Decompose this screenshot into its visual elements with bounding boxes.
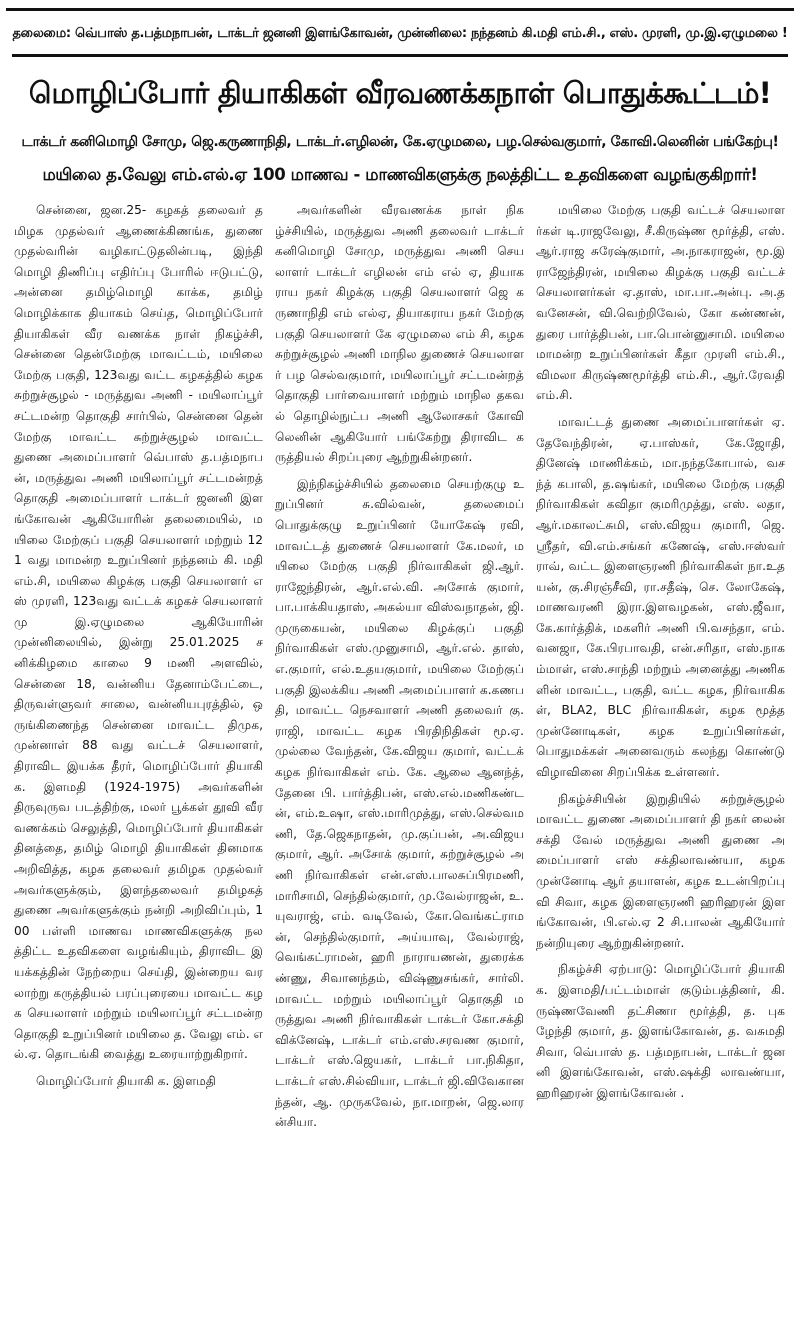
subheadline-participants: டாக்டர் கனிமொழி சோமு, ஜெ.கருணாநிதி, டாக்டர்.எழிலன், கே.ஏழுமலை, பழ.செல்வகுமார், கோவி.லெனின் பங்கேற்பு! — [21, 134, 779, 150]
body-paragraph: அவர்களின் வீரவணக்க நாள் நிகழ்ச்சியில், மருத்துவ அணி தலைவர் டாக்டர் கனிமொழி சோமு, மருத்துவ அணி செயலாளர் டாக்டர் எழிலன் எம் எல் ஏ, தியாகராய நகர் கிழக்கு பகுதி செயலாளர் ஜெ கருணாநிதி எம் எல்ஏ, தியாகராய நகர் மேற்கு பகுதி செயலாளர் கே ஏழுமலை எம் சி, கழக சுற்றுச்சூழல் அணி மாநில துணைச் செயலாளர் பழ செல்வகுமார், மயிலாப்பூர் சட்டமன்றத் தொகுதி பார்வையாளர் மற்றும் மாநில தகவல் தொழில்நுட்ப அணி ஆலோசகர் கோவி லெனின் ஆகியோர் பங்கேற்று திராவிட கருத்தியல் சிறப்புரை ஆற்றுகின்றனர். — [275, 203, 524, 465]
body-paragraph: இந்நிகழ்ச்சியில் தலைமை செயற்குழு உறுப்பினர் சு.வில்வன், தலைமைப் பொதுக்குழு உறுப்பினர் யோகேஷ் ரவி, மாவட்டத் துணைச் செயலாளர் கே.மலர், மயிலை மேற்கு பகுதி நிர்வாகிகள் ஜி.ஆர்.ராஜேந்திரன், ஆர்.எல்.வி. அசோக் குமார், பா.பாக்கியதாஸ், அகல்யா விஸ்வநாதன், ஜி.முருகையன், மயிலை கிழக்குப் பகுதி நிர்வாகிகள் எஸ்.முனுசாமி, ஆர்.எல். தாஸ், எ.குமார், எல்.உதயகுமார், மயிலை மேற்குப் பகுதி இலக்கிய அணி அமைப்பாளர் க.கணபதி, மாவட்ட நெசவாளர் அணி தலைவர் கு.ராஜி, மாவட்ட கழக பிரதிநிதிகள் மூ.ஏ.முல்லை வேந்தன், கே.விஜய குமார், வட்டக் கழக நிர்வாகிகள் எம். கே. ஆலை ஆனந்த், தேனை பி. பார்த்திபன், எஸ்.எல்.மணிகண்டன், எம்.உஷா, எஸ்.மாரிமுத்து, எஸ்.செல்வமணி, தே.ஜெகநாதன், மு.குப்பன், அ.விஜயகுமார், ஆர். அசோக் குமார், சுற்றுச்சூழல் அணி நிர்வாகிகள் என்.எஸ்.பாலசுப்பிரமணி, மாரிசாமி, செந்தில்குமார், மு.வேல்ராஜன், உ.யுவராஜ், எம். வடிவேல், கோ.வெங்கட்ராமன், செந்தில்குமார், அய்யாவு, வேல்ராஜ், வெங்கட்ராமன், ஹரி நாராயணன், துரைக்கண்ணு, சிவானந்தம், விஷ்ணுசங்கர், சார்லி. மாவட்ட மற்றும் மயிலாப்பூர் தொகுதி மருத்துவ அணி நிர்வாகிகள் டாக்டர் கோ.சக்தி விக்னேஷ், டாக்டர் எம்.எஸ்.சரவண குமார், டாக்டர் எஸ்.ஜெயகர், டாக்டர் பா.நிகிதா, டாக்டர் எஸ்.சில்வியா, டாக்டர் ஜி.விவேகானந்தன், ஆ. முருகவேல், நா.மாறன், ஜெ.லாரன்சியா. — [275, 476, 524, 1130]
headline: மொழிப்போர் தியாகிகள் வீரவணக்கநாள் பொதுக்கூட்டம்! — [28, 76, 772, 110]
body-paragraph: நிகழ்ச்சியின் இறுதியில் சுற்றுச்சூழல் மாவட்ட துணை அமைப்பாளர் தி நகர் லைன் சக்தி வேல் மருத்துவ அணி துணை அமைப்பாளர் எஸ் சக்திலாவண்யா, கழக முன்னோடி ஆர் தயாளன், கழக உடன்பிறப்பு வி சிவா, கழக இளைஞரணி ஹரிஹரன் இளங்கோவன், பி.எல்.ஏ 2 சி.பாலன் ஆகியோர் நன்றியுரை ஆற்றுகின்றனர். — [536, 791, 785, 950]
body-paragraph: மயிலை மேற்கு பகுதி வட்டச் செயலாளர்கள் டி.ராஜவேலு, சீ.கிருஷ்ண மூர்த்தி, எஸ்.ஆர்.ராஜ சுரேஷ்குமார், அ.நாகராஜன், மூ.இராஜேந்திரன், மயிலை கிழக்கு பகுதி வட்டச் செயலாளர்கள் ஏ.தாஸ், மா.பா.அன்பு. அ.தவனேசன், வி.வெற்றிவேல், கோ கண்ணன், துரை பார்த்திபன், பா.பொன்னுசாமி. மயிலை மாமன்ற உறுப்பினர்கள் கீதா முரளி எம்.சி., விமலா கிருஷ்ணமூர்த்தி எம்.சி., ஆர்.ரேவதி எம்.சி. — [536, 203, 785, 403]
body-paragraph: நிகழ்ச்சி ஏற்பாடு: மொழிப்போர் தியாகி க. இளமதி/பட்டம்மாள் குடும்பத்தினர், கி.ருஷ்ணவேணி தட்சிணா மூர்த்தி, த. புகழேந்தி குமார், த. இளங்கோவன், த. வசுமதி சிவா, வெ்பாஸ் த. பத்மநாபன், டாக்டர் ஜனனி இளங்கோவன், எஸ்.ஷக்தி லாவண்யா, ஹரிஹரன் இளங்கோவன் . — [536, 962, 785, 1100]
article-body — [14, 200, 786, 1338]
byline: தலைமை: வெ்பாஸ் த.பத்மநாபன், டாக்டர் ஜனனி இளங்கோவன், முன்னிலை: நந்தனம் கி.மதி எம்.சி., எஸ். முரளி, மு.இ.ஏழுமலை ! — [12, 14, 788, 57]
body-paragraph: மாவட்டத் துணை அமைப்பாளர்கள் ஏ.தேவேந்திரன், ஏ.பாஸ்கர், கே.ஜோதி, தினேஷ் மாணிக்கம், மா.நந்தகோபால், வசந்த் கபாலி, த.ஷங்கர், மயிலை மேற்கு பகுதி நிர்வாகிகள் கவிதா குமரிமுத்து, எஸ். லதா, ஆர்.மகாலட்சுமி, எஸ்.விஜய குமாரி, ஜெ.ஸ்ரீதர், வி.எம்.சங்கர் கணேஷ், எஸ்.ஈஸ்வர் ராவ், வட்ட இளைஞரணி நிர்வாகிகள் நா.உதயன், கு.சிரஞ்சீவி, ரா.சதீஷ், செ. லோகேஷ், மாணவரணி இரா.இளவழகன், எஸ்.ஜீவா, கே.கார்த்திக், மகளிர் அணி பி.வசந்தா, எம். வனஜா, கே.பிரபாவதி, என்.சரிதா, எஸ்.நாகம்மாள், எஸ்.சாந்தி மற்றும் அனைத்து அணிகளின் மாவட்ட, பகுதி, வட்ட கழக, நிர்வாகிகள், BLA2, BLC நிர்வாகிகள், கழக மூத்த முன்னோடிகள், கழக உறுப்பினர்கள், பொதுமக்கள் அனைவரும் கலந்து கொண்டு விழாவினை சிறப்பிக்க உள்ளனர். — [536, 414, 785, 780]
article-column-1 — [14, 200, 263, 1338]
subheadline-welfare: மயிலை த.வேலு எம்.எல்.ஏ 100 மாணவ - மாணவிகளுக்கு நலத்திட்ட உதவிகளை வழங்குகிறார்! — [42, 165, 758, 184]
body-paragraph: மொழிப்போர் தியாகி க. இளமதி — [36, 1073, 216, 1088]
article-column-3 — [536, 200, 785, 1338]
article-column-2 — [275, 200, 524, 1338]
body-paragraph: சென்னை, ஜன.25- கழகத் தலைவர் தமிழக முதல்வர் ஆணைக்கிணங்க, துணை முதல்வரின் வழிகாட்டுதலின்படி, இந்தி மொழி திணிப்பு எதிர்ப்பு போரில் ஈடுபட்டு, அன்னை தமிழ்மொழி காக்க, தமிழ் மொழிக்காக தியாகம் செய்த, மொழிப்போர் தியாகிகள் வீர வணக்க நாள் நிகழ்ச்சி, சென்னை தென்மேற்கு மாவட்டம், மயிலை மேற்கு பகுதி, 123வது வட்ட கழகத்தில் கழக சுற்றுச்சூழல் - மருத்துவ அணி - மயிலாப்பூர் சட்டமன்ற தொகுதி சார்பில், சென்னை தென் மேற்கு மாவட்ட சுற்றுச்சூழல் மாவட்ட துணை அமைப்பாளர் வெ்பாஸ் த.பத்மநாபன், மருத்துவ அணி மயிலாப்பூர் சட்டமன்றத் தொகுதி அமைப்பாளர் டாக்டர் ஜனனி இளங்கோவன் ஆகியோரின் தலைமையில், மயிலை மேற்குப் பகுதி செயலாளர் மற்றும் 121 வது மாமன்ற உறுப்பினர் நந்தனம் கி. மதி எம்.சி, மயிலை கிழக்கு பகுதி செயலாளர் எஸ் முரளி, 123வது வட்டக் கழகச் செயலாளர் மு இ.ஏழுமலை ஆகியோரின் முன்னிலையில், இன்று 25.01.2025 சனிக்கிழமை காலை 9 மணி அளவில், சென்னை 18, வன்னிய தேனாம்பேட்டை, திருவள்ளுவர் சாலை, வன்னியபுரத்தில், ஒருங்கிணைந்த சென்னை மாவட்ட திமுக, முன்னாள் 88 வது வட்டச் செயலாளர், திராவிட இயக்க தீரர், மொழிப்போர் தியாகி க. இளமதி (1924-1975) அவர்களின் திருவுருவ படத்திற்கு, மலர் பூக்கள் தூவி வீர வணக்கம் செலுத்தி, மொழிப்போர் தியாகிகள் தினத்தை, தமிழ் மொழி தியாகிகள் தினமாக அறிவித்த, கழக தலைவர் தமிழக முதல்வர் அவர்களுக்கும், இளந்தலைவர் தமிழகத் துணை அவர்களுக்கும் நன்றி அறிவிப்பும், 100 பள்ளி மாணவ மாணவிகளுக்கு நலத்திட்ட உதவிகளை வழங்கியும், திராவிட இயக்கத்தின் நேற்றைய செய்தி, இன்றைய வரலாற்று கருத்தியல் பரப்புரையை மாவட்ட கழக செயலாளர் மற்றும் மயிலாப்பூர் சட்டமன்ற தொகுதி உறுப்பினர் மயிலை த. வேலு எம். எல்.ஏ. தொடங்கி வைத்து உரையாற்றுகிறார். — [14, 203, 263, 1062]
top-rule — [6, 0, 794, 11]
